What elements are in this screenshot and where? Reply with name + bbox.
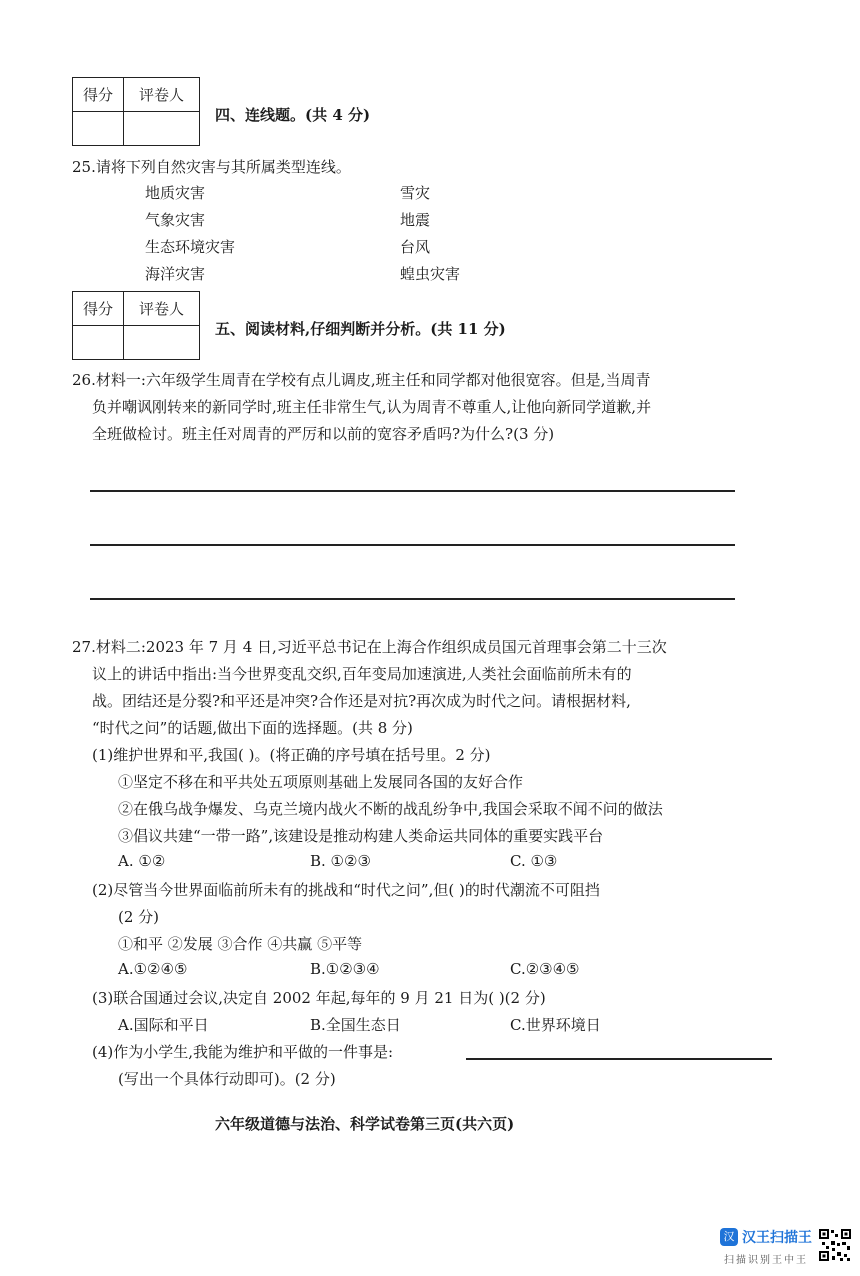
q25-left-3[interactable]: 生态环境灾害 bbox=[145, 238, 236, 256]
q26-line-2: 负并嘲讽刚转来的新同学时,班主任非常生气,认为周青不尊重人,让他向新同学道歉,并 bbox=[92, 398, 652, 416]
q27-line-3: 战。团结还是分裂?和平还是冲突?合作还是对抗?再次成为时代之问。请根据材料, bbox=[92, 692, 631, 710]
q27-sub2-choice-c[interactable]: C.②③④⑤ bbox=[510, 960, 580, 978]
score-box-5 bbox=[72, 291, 200, 360]
q27-sub2-choice-a[interactable]: A.①②④⑤ bbox=[118, 960, 188, 978]
scanner-logo-icon: 汉 bbox=[720, 1228, 738, 1246]
q27-sub2-choice-b[interactable]: B.①②③④ bbox=[310, 960, 380, 978]
q27-sub1-choice-a[interactable]: A. ①② bbox=[118, 852, 166, 870]
q27-sub1-stem: (1)维护世界和平,我国( )。(将正确的序号填在括号里。2 分) bbox=[92, 746, 491, 764]
page-footer: 六年级道德与法治、科学试卷第三页(共六页) bbox=[215, 1115, 515, 1133]
q25-stem: 25.请将下列自然灾害与其所属类型连线。 bbox=[72, 158, 351, 176]
q26-line-1: 26.材料一:六年级学生周青在学校有点儿调皮,班主任和同学都对他很宽容。但是,当周青 bbox=[72, 371, 651, 389]
grader-cell[interactable] bbox=[124, 326, 200, 360]
q27-sub3-stem: (3)联合国通过会议,决定自 2002 年起,每年的 9 月 21 日为( )(2 分) bbox=[92, 989, 546, 1007]
grader-cell[interactable] bbox=[124, 112, 200, 146]
grader-label: 评卷人 bbox=[124, 78, 200, 112]
watermark bbox=[720, 1226, 856, 1270]
q27-sub4-note: (写出一个具体行动即可)。(2 分) bbox=[118, 1070, 336, 1088]
qr-code-icon bbox=[818, 1228, 852, 1262]
q27-sub1-choice-c[interactable]: C. ①③ bbox=[510, 852, 558, 870]
q25-right-1[interactable]: 雪灾 bbox=[400, 184, 431, 202]
q27-sub1-opt2: ②在俄乌战争爆发、乌克兰境内战火不断的战乱纷争中,我国会采取不闻不问的做法 bbox=[118, 800, 663, 818]
q27-sub4-answer-line[interactable] bbox=[466, 1058, 772, 1060]
q27-sub2-items: ①和平 ②发展 ③合作 ④共赢 ⑤平等 bbox=[118, 935, 363, 953]
answer-line-3[interactable] bbox=[90, 598, 735, 600]
q25-left-2[interactable]: 气象灾害 bbox=[145, 211, 206, 229]
score-label: 得分 bbox=[73, 292, 124, 326]
q27-sub3-choice-a[interactable]: A.国际和平日 bbox=[118, 1016, 209, 1034]
q27-sub1-opt1: ①坚定不移在和平共处五项原则基础上发展同各国的友好合作 bbox=[118, 773, 524, 791]
grader-label: 评卷人 bbox=[124, 292, 200, 326]
score-label: 得分 bbox=[73, 78, 124, 112]
q27-line-2: 议上的讲话中指出:当今世界变乱交织,百年变局加速演进,人类社会面临前所未有的 bbox=[92, 665, 632, 683]
q27-sub3-choice-c[interactable]: C.世界环境日 bbox=[510, 1016, 601, 1034]
watermark-brand: 汉王扫描王 bbox=[742, 1230, 812, 1246]
score-cell[interactable] bbox=[73, 326, 124, 360]
score-cell[interactable] bbox=[73, 112, 124, 146]
section5-heading: 五、阅读材料,仔细判断并分析。(共 11 分) bbox=[215, 320, 506, 338]
q25-right-4[interactable]: 蝗虫灾害 bbox=[400, 265, 461, 283]
watermark-tagline: 扫描识别王中王 bbox=[724, 1255, 808, 1266]
q25-right-2[interactable]: 地震 bbox=[400, 211, 431, 229]
q27-sub2-score: (2 分) bbox=[118, 908, 160, 926]
q27-sub2-stem: (2)尽管当今世界面临前所未有的挑战和“时代之问”,但( )的时代潮流不可阻挡 bbox=[92, 881, 600, 899]
q27-sub1-opt3: ③倡议共建“一带一路”,该建设是推动构建人类命运共同体的重要实践平台 bbox=[118, 827, 604, 845]
section4-heading: 四、连线题。(共 4 分) bbox=[215, 106, 371, 124]
q27-sub4-stem: (4)作为小学生,我能为维护和平做的一件事是: bbox=[92, 1043, 394, 1061]
q27-sub1-choice-b[interactable]: B. ①②③ bbox=[310, 852, 371, 870]
answer-line-2[interactable] bbox=[90, 544, 735, 546]
q25-left-4[interactable]: 海洋灾害 bbox=[145, 265, 206, 283]
answer-line-1[interactable] bbox=[90, 490, 735, 492]
q27-line-4: “时代之问”的话题,做出下面的选择题。(共 8 分) bbox=[92, 719, 413, 737]
q25-right-3[interactable]: 台风 bbox=[400, 238, 431, 256]
q25-left-1[interactable]: 地质灾害 bbox=[145, 184, 206, 202]
score-box-4 bbox=[72, 77, 200, 146]
q27-sub3-choice-b[interactable]: B.全国生态日 bbox=[310, 1016, 401, 1034]
q27-line-1: 27.材料二:2023 年 7 月 4 日,习近平总书记在上海合作组织成员国元首理事会第二十三次 bbox=[72, 638, 667, 656]
q26-line-3: 全班做检讨。班主任对周青的严厉和以前的宽容矛盾吗?为什么?(3 分) bbox=[92, 425, 555, 443]
